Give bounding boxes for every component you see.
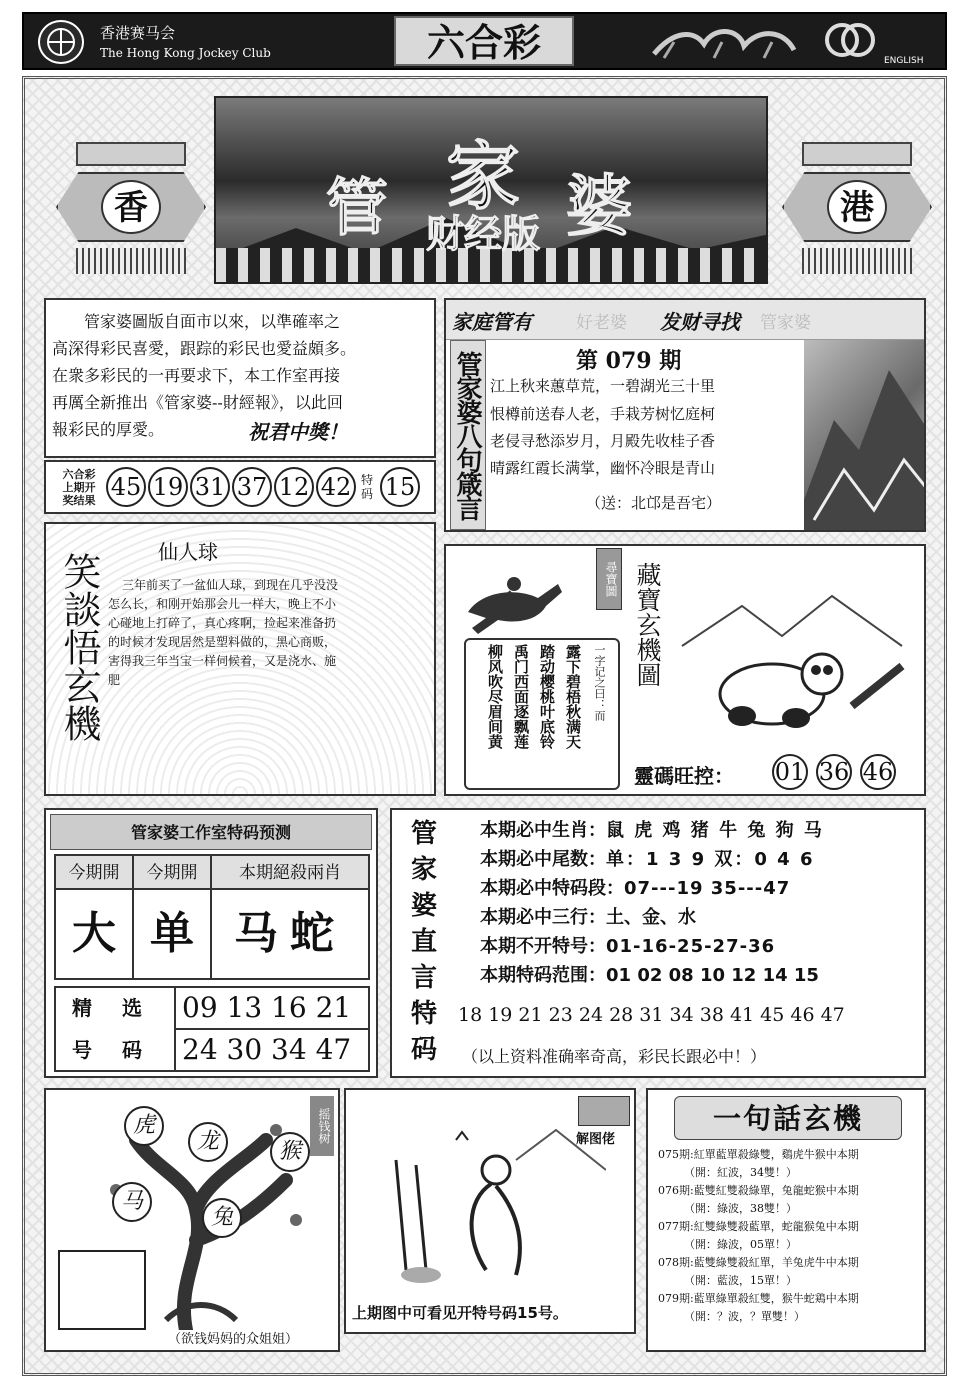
result-ball-4: 37 <box>232 467 272 507</box>
intro-line: 管家婆圖版自面市以來，以準確率之 <box>84 312 341 331</box>
joke-line: 肥 <box>108 673 121 687</box>
right-lantern <box>772 102 942 280</box>
code-ball-2: 36 <box>816 754 852 790</box>
entry-open: （開：？波，？單雙！） <box>684 1310 805 1323</box>
horses-icon <box>644 20 804 64</box>
picture-badge: 解图佬 <box>576 1132 616 1147</box>
panda-icon <box>672 566 922 742</box>
entry-line: 076期:藍雙紅雙殺綠單，兔龍蛇猴中本期 <box>658 1184 859 1197</box>
direct-row: 本期不开特号：01-16-25-27-36 <box>480 936 776 957</box>
picks-row-2: 24 30 34 47 <box>182 1033 352 1066</box>
treasure-vertical-title: 藏寶玄機圖 <box>633 562 662 687</box>
entry-line: 079期:藍單綠單殺紅雙，猴牛蛇鶏中本期 <box>658 1292 859 1305</box>
one-line-entries <box>658 1146 920 1326</box>
issue-header-watermark-2: 管家婆 <box>760 313 811 333</box>
joke-side-title: 笑談悟玄機 <box>57 552 101 742</box>
last-result-label: 六合彩 上期开 奖结果 <box>62 467 96 507</box>
entry-open: （開：綠波，38雙！） <box>684 1202 797 1215</box>
poem-line: 老侵寻愁添岁月，月殿先收桂子香 <box>490 432 716 450</box>
intro-panel <box>44 298 436 458</box>
intro-line: 在衆多彩民的一再要求下，本工作室再接 <box>52 366 341 385</box>
jockey-club-logo-icon <box>38 20 84 64</box>
direct-row: 本期必中生肖：鼠 虎 鸡 猪 牛 兔 狗 马 <box>480 820 824 841</box>
poem-line: 恨樽前送春人老，手栽芳树忆庭柯 <box>490 405 716 423</box>
one-line-title: 一句話玄機 <box>674 1096 902 1140</box>
banner <box>38 92 928 292</box>
joke-line: 怎么长，和刚开始那会儿一样大，晚上不小 <box>108 597 337 611</box>
intro-line: 再厲全新推出《管家婆--財經報》，以此回 <box>52 393 343 412</box>
result-ball-6: 42 <box>316 467 356 507</box>
issue-vertical-title: 管家婆八句箴言 <box>450 340 486 530</box>
tree-zodiac-2: 龙 <box>188 1122 228 1162</box>
direct-row: 本期必中特码段：07---19 35---47 <box>480 878 791 899</box>
money-tree-caption: （欲钱妈妈的众姐姐） <box>168 1332 299 1347</box>
issue-header-right: 发财寻找 <box>660 310 740 334</box>
left-lantern <box>46 102 216 280</box>
issue-header-left: 家庭管有 <box>452 310 532 334</box>
col1-head: 今期開 <box>56 856 134 890</box>
tree-zodiac-4: 马 <box>112 1182 152 1222</box>
studio-grid <box>54 854 370 980</box>
intro-line: 報彩民的厚愛。 <box>52 420 165 439</box>
picks-label-char: 号 <box>72 1038 92 1062</box>
treasure-badge: 尋寶圖 <box>596 548 622 610</box>
banner-scene <box>214 96 768 284</box>
result-ball-3: 31 <box>190 467 230 507</box>
one-line-panel <box>646 1088 926 1352</box>
blank-box <box>58 1250 146 1330</box>
banner-title-char-2: 家 <box>446 134 520 220</box>
col2-head: 今期開 <box>134 856 212 890</box>
special-label: 特 码 <box>361 473 374 501</box>
joke-line: 的时候才发现居然是塑料做的，黑心商贩， <box>108 635 337 649</box>
picks-label-char: 精 <box>72 996 92 1020</box>
issue-number: 第 079 期 <box>576 348 682 374</box>
banner-title-char-3: 婆 <box>566 167 632 245</box>
code-label: 靈碼旺控： <box>634 764 734 788</box>
joke-line: 心碰地上打碎了，真心疼啊，捡起来准备扔 <box>108 616 337 630</box>
studio-panel <box>44 808 378 1078</box>
col1-value: 大 <box>56 890 134 978</box>
monkey-icon <box>366 1120 606 1290</box>
tree-zodiac-3: 猴 <box>270 1132 310 1172</box>
direct-rows <box>480 816 924 990</box>
lottery-logo-icon <box>820 20 880 60</box>
english-link[interactable]: ENGLISH <box>884 56 924 66</box>
riddle-scroll <box>464 638 620 790</box>
joke-line: 三年前买了一盆仙人球，到现在几乎没没 <box>122 578 339 592</box>
direct-panel <box>390 808 926 1078</box>
header-bar <box>22 12 947 70</box>
direct-side-title: 管 家 婆 直 言 特 码 <box>410 819 437 1065</box>
picture-panel <box>344 1088 636 1334</box>
lottery-title: 六合彩 <box>394 16 574 66</box>
picks-label-char: 码 <box>122 1038 142 1062</box>
lantern-char-gang: 港 <box>827 180 887 234</box>
entry-open: （開：藍波，15單！） <box>684 1274 797 1287</box>
picks-box <box>54 986 370 1072</box>
scroll-col-2: 踏动樱桃叶底铃 <box>538 644 556 749</box>
scroll-col-1: 露下碧梧秋满天 <box>564 644 582 749</box>
money-tree-panel <box>44 1088 340 1352</box>
entry-open: （開：綠波，05單！） <box>684 1238 797 1251</box>
joke-line: 害得我三年当宝一样伺候着，又是浇水、施 <box>108 654 337 668</box>
poem-line: 江上秋来蕙草荒，一碧湖光三十里 <box>490 377 716 395</box>
direct-row: 本期特码范围：01 02 08 10 12 14 15 <box>480 965 819 986</box>
entry-line: 077期:紅雙綠雙殺藍單，蛇龍猴兔中本期 <box>658 1220 859 1233</box>
result-ball-2: 19 <box>148 467 188 507</box>
club-name-cn: 香港赛马会 <box>100 24 176 42</box>
issue-panel <box>444 298 926 532</box>
direct-row: 本期必中三行：土、金、水 <box>480 907 696 928</box>
direct-note: （以上资料准确率奇高，彩民长跟必中！） <box>462 1047 767 1066</box>
direct-numbers: 18 19 21 23 24 28 31 34 38 41 45 46 47 <box>458 1004 845 1026</box>
lantern-char-xiang: 香 <box>101 180 161 234</box>
tree-zodiac-5: 兔 <box>202 1198 242 1238</box>
club-name-en: The Hong Kong Jockey Club <box>100 46 271 60</box>
entry-open: （開：紅波，34雙！） <box>684 1166 797 1179</box>
direct-row: 本期必中尾数：单：1 3 9 双：0 4 6 <box>480 849 815 870</box>
col2-value: 单 <box>134 890 212 978</box>
banner-subtitle: 财经版 <box>426 211 541 256</box>
issue-header-watermark-1: 好老婆 <box>576 313 627 333</box>
result-ball-1: 45 <box>106 467 146 507</box>
mountain-painting <box>804 340 926 532</box>
col3-head: 本期絕殺兩肖 <box>212 856 368 890</box>
horse-rider-icon <box>458 562 568 642</box>
entry-line: 075期:紅單藍單殺綠雙，鷄虎牛猴中本期 <box>658 1148 859 1161</box>
picks-row-1: 09 13 16 21 <box>182 991 352 1024</box>
treasure-panel <box>444 544 926 796</box>
col3-value: 马蛇 <box>234 908 346 959</box>
joke-panel <box>44 522 436 796</box>
code-ball-1: 01 <box>772 754 808 790</box>
picture-caption: 上期图中可看见开特号码15号。 <box>352 1304 568 1322</box>
special-ball: 15 <box>380 467 420 507</box>
joke-title: 仙人球 <box>158 540 218 564</box>
intro-wish: 祝君中獎！ <box>248 420 348 444</box>
studio-header: 管家婆工作室特码预测 <box>50 814 372 850</box>
money-tree-badge: 摇钱树 <box>310 1096 334 1156</box>
poem-line: 晴露红霞长满掌，幽怀冷眼是青山 <box>490 459 716 477</box>
scroll-col-3: 禹门西面逐飘莲 <box>512 644 530 749</box>
tree-zodiac-1: 虎 <box>124 1106 164 1146</box>
poem-note: （送：北邙是吾宅） <box>586 494 722 512</box>
entry-line: 078期:藍雙綠雙殺紅單，羊兔虎牛中本期 <box>658 1256 859 1269</box>
intro-line: 高深得彩民喜愛，跟踪的彩民也愛益頗多。 <box>52 339 357 358</box>
picks-label-char: 选 <box>122 996 142 1020</box>
result-ball-5: 12 <box>274 467 314 507</box>
code-ball-3: 46 <box>860 754 896 790</box>
scroll-col-4: 柳风吹尽眉间黄 <box>486 644 504 749</box>
last-result-panel <box>44 460 436 514</box>
banner-title-char-1: 管 <box>326 171 389 244</box>
scroll-side-text: 一字记之曰：而 <box>593 644 606 721</box>
